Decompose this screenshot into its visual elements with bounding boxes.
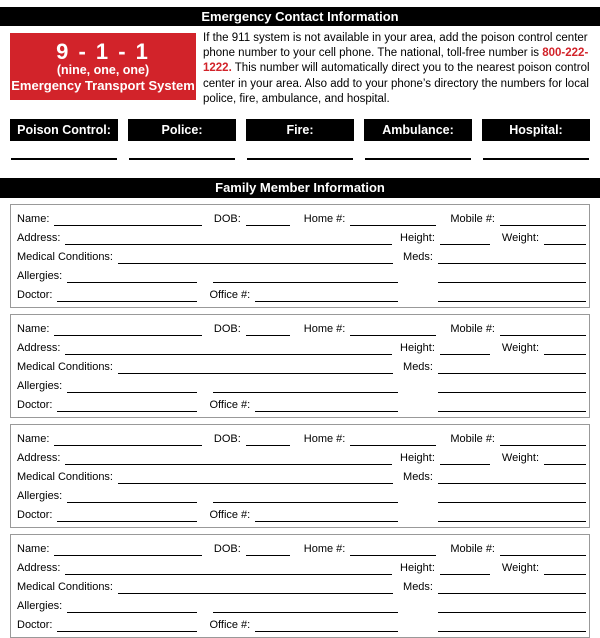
- poison-control-blank-line: [11, 158, 117, 160]
- weight-blank-line: [544, 340, 586, 355]
- member-row-medical: [17, 578, 586, 594]
- medical-conditions-blank-line: [118, 469, 393, 484]
- meds-blank-line: [438, 359, 586, 374]
- office-phone-blank-line: [255, 397, 398, 412]
- field-label-dob: DOB:: [213, 433, 241, 446]
- field-label-office-phone: Office #:: [209, 289, 251, 302]
- field-label-name: Name:: [17, 323, 50, 336]
- field-label-office-phone: Office #:: [209, 619, 251, 632]
- paragraph-text-after: This number will automatically direct you to the nearest poison control center in your area. Also add to your phone’s directory the numbers for local police, fire, ambulance, and hospital.: [203, 62, 590, 105]
- ambulance-blank-line: [365, 158, 471, 160]
- allergies-blank-line: [67, 598, 197, 613]
- poison-control-paragraph: [203, 31, 597, 107]
- field-label-weight: Weight:: [501, 562, 539, 575]
- field-label-meds: Meds:: [403, 251, 433, 264]
- home-phone-blank-line: [350, 541, 436, 556]
- meds-continuation-blank-line-2: [438, 507, 586, 522]
- member-row-medical: [17, 358, 586, 374]
- member-row-doctor: [17, 616, 586, 632]
- page-title: Emergency Contact Information: [0, 7, 600, 26]
- dob-blank-line: [246, 431, 290, 446]
- emergency-contacts-row: [10, 119, 590, 141]
- field-label-mobile-phone: Mobile #:: [450, 323, 495, 336]
- allergies-continuation-blank-line: [213, 378, 398, 393]
- meds-continuation-blank-line: [438, 268, 586, 283]
- height-blank-line: [440, 450, 490, 465]
- field-label-home-phone: Home #:: [303, 433, 346, 446]
- paragraph-text-before: If the 911 system is not available in your area, add the poison control center phone number to your cell phone. The national, toll-free number is: [203, 32, 588, 60]
- home-phone-blank-line: [350, 321, 436, 336]
- name-blank-line: [54, 321, 201, 336]
- top-section: [10, 30, 597, 107]
- home-phone-blank-line: [350, 431, 436, 446]
- family-member-block: [10, 534, 590, 638]
- field-label-doctor: Doctor:: [17, 399, 53, 412]
- field-label-height: Height:: [400, 562, 435, 575]
- meds-blank-line: [438, 469, 586, 484]
- member-row-medical: [17, 468, 586, 484]
- contact-number-blanks-row: [11, 158, 589, 160]
- address-blank-line: [65, 560, 392, 575]
- dob-blank-line: [246, 211, 290, 226]
- member-row-medical: [17, 248, 586, 264]
- meds-blank-line: [438, 579, 586, 594]
- field-label-weight: Weight:: [501, 452, 539, 465]
- meds-continuation-blank-line: [438, 598, 586, 613]
- family-member-block: [10, 204, 590, 308]
- field-label-medical-conditions: Medical Conditions:: [17, 581, 113, 594]
- member-row-name: [17, 430, 586, 446]
- mobile-phone-blank-line: [500, 431, 586, 446]
- field-label-allergies: Allergies:: [17, 490, 63, 503]
- height-blank-line: [440, 340, 490, 355]
- police-blank-line: [129, 158, 235, 160]
- member-row-doctor: [17, 286, 586, 302]
- member-row-address: [17, 449, 586, 465]
- member-row-name: [17, 320, 586, 336]
- field-label-name: Name:: [17, 433, 50, 446]
- member-row-allergies: [17, 267, 586, 283]
- weight-blank-line: [544, 450, 586, 465]
- doctor-blank-line: [57, 507, 197, 522]
- doctor-blank-line: [57, 287, 197, 302]
- meds-continuation-blank-line: [438, 378, 586, 393]
- member-row-allergies: [17, 597, 586, 613]
- field-label-doctor: Doctor:: [17, 619, 53, 632]
- member-row-address: [17, 559, 586, 575]
- field-label-allergies: Allergies:: [17, 270, 63, 283]
- contact-label-ambulance: Ambulance:: [364, 119, 472, 141]
- contact-label-police: Police:: [128, 119, 236, 141]
- fire-blank-line: [247, 158, 353, 160]
- contact-label-hospital: Hospital:: [482, 119, 590, 141]
- 911-caption: Emergency Transport System: [11, 78, 195, 93]
- field-label-weight: Weight:: [501, 232, 539, 245]
- mobile-phone-blank-line: [500, 321, 586, 336]
- field-label-name: Name:: [17, 213, 50, 226]
- member-row-address: [17, 229, 586, 245]
- meds-continuation-blank-line-2: [438, 287, 586, 302]
- field-label-medical-conditions: Medical Conditions:: [17, 361, 113, 374]
- medical-conditions-blank-line: [118, 359, 393, 374]
- mobile-phone-blank-line: [500, 541, 586, 556]
- member-row-doctor: [17, 396, 586, 412]
- dob-blank-line: [246, 321, 290, 336]
- field-label-allergies: Allergies:: [17, 600, 63, 613]
- member-row-name: [17, 210, 586, 226]
- field-label-office-phone: Office #:: [209, 399, 251, 412]
- address-blank-line: [65, 450, 392, 465]
- height-blank-line: [440, 230, 490, 245]
- field-label-dob: DOB:: [213, 323, 241, 336]
- address-blank-line: [65, 340, 392, 355]
- home-phone-blank-line: [350, 211, 436, 226]
- mobile-phone-blank-line: [500, 211, 586, 226]
- allergies-continuation-blank-line: [213, 268, 398, 283]
- allergies-continuation-blank-line: [213, 598, 398, 613]
- doctor-blank-line: [57, 397, 197, 412]
- meds-continuation-blank-line-2: [438, 617, 586, 632]
- family-members: [10, 204, 590, 638]
- member-row-doctor: [17, 506, 586, 522]
- contact-label-fire: Fire:: [246, 119, 354, 141]
- allergies-continuation-blank-line: [213, 488, 398, 503]
- office-phone-blank-line: [255, 507, 398, 522]
- field-label-mobile-phone: Mobile #:: [450, 543, 495, 556]
- hospital-blank-line: [483, 158, 589, 160]
- field-label-address: Address:: [17, 232, 61, 245]
- family-section-title: Family Member Information: [0, 178, 600, 198]
- field-label-mobile-phone: Mobile #:: [450, 213, 495, 226]
- dob-blank-line: [246, 541, 290, 556]
- member-row-allergies: [17, 487, 586, 503]
- field-label-doctor: Doctor:: [17, 289, 53, 302]
- height-blank-line: [440, 560, 490, 575]
- field-label-medical-conditions: Medical Conditions:: [17, 251, 113, 264]
- doctor-blank-line: [57, 617, 197, 632]
- field-label-meds: Meds:: [403, 361, 433, 374]
- weight-blank-line: [544, 560, 586, 575]
- office-phone-blank-line: [255, 617, 398, 632]
- name-blank-line: [54, 431, 201, 446]
- contact-label-poison-control: Poison Control:: [10, 119, 118, 141]
- field-label-dob: DOB:: [213, 543, 241, 556]
- allergies-blank-line: [67, 268, 197, 283]
- field-label-address: Address:: [17, 562, 61, 575]
- allergies-blank-line: [67, 378, 197, 393]
- name-blank-line: [54, 211, 201, 226]
- field-label-height: Height:: [400, 232, 435, 245]
- allergies-blank-line: [67, 488, 197, 503]
- field-label-meds: Meds:: [403, 471, 433, 484]
- name-blank-line: [54, 541, 201, 556]
- field-label-meds: Meds:: [403, 581, 433, 594]
- member-row-address: [17, 339, 586, 355]
- poison-control-phone-number: 800-222-1222.: [203, 47, 589, 75]
- field-label-mobile-phone: Mobile #:: [450, 433, 495, 446]
- field-label-name: Name:: [17, 543, 50, 556]
- family-member-block: [10, 424, 590, 528]
- weight-blank-line: [544, 230, 586, 245]
- meds-continuation-blank-line-2: [438, 397, 586, 412]
- field-label-medical-conditions: Medical Conditions:: [17, 471, 113, 484]
- family-member-block: [10, 314, 590, 418]
- 911-emergency-box: [10, 33, 196, 100]
- 911-pronunciation: (nine, one, one): [56, 63, 150, 77]
- address-blank-line: [65, 230, 392, 245]
- field-label-address: Address:: [17, 342, 61, 355]
- meds-blank-line: [438, 249, 586, 264]
- field-label-office-phone: Office #:: [209, 509, 251, 522]
- member-row-allergies: [17, 377, 586, 393]
- field-label-allergies: Allergies:: [17, 380, 63, 393]
- field-label-home-phone: Home #:: [303, 543, 346, 556]
- medical-conditions-blank-line: [118, 249, 393, 264]
- meds-continuation-blank-line: [438, 488, 586, 503]
- field-label-home-phone: Home #:: [303, 213, 346, 226]
- member-row-name: [17, 540, 586, 556]
- office-phone-blank-line: [255, 287, 398, 302]
- field-label-height: Height:: [400, 342, 435, 355]
- field-label-height: Height:: [400, 452, 435, 465]
- field-label-address: Address:: [17, 452, 61, 465]
- field-label-weight: Weight:: [501, 342, 539, 355]
- field-label-doctor: Doctor:: [17, 509, 53, 522]
- field-label-dob: DOB:: [213, 213, 241, 226]
- 911-number: 9 - 1 - 1: [56, 39, 150, 64]
- medical-conditions-blank-line: [118, 579, 393, 594]
- emergency-form-page: [0, 7, 600, 630]
- field-label-home-phone: Home #:: [303, 323, 346, 336]
